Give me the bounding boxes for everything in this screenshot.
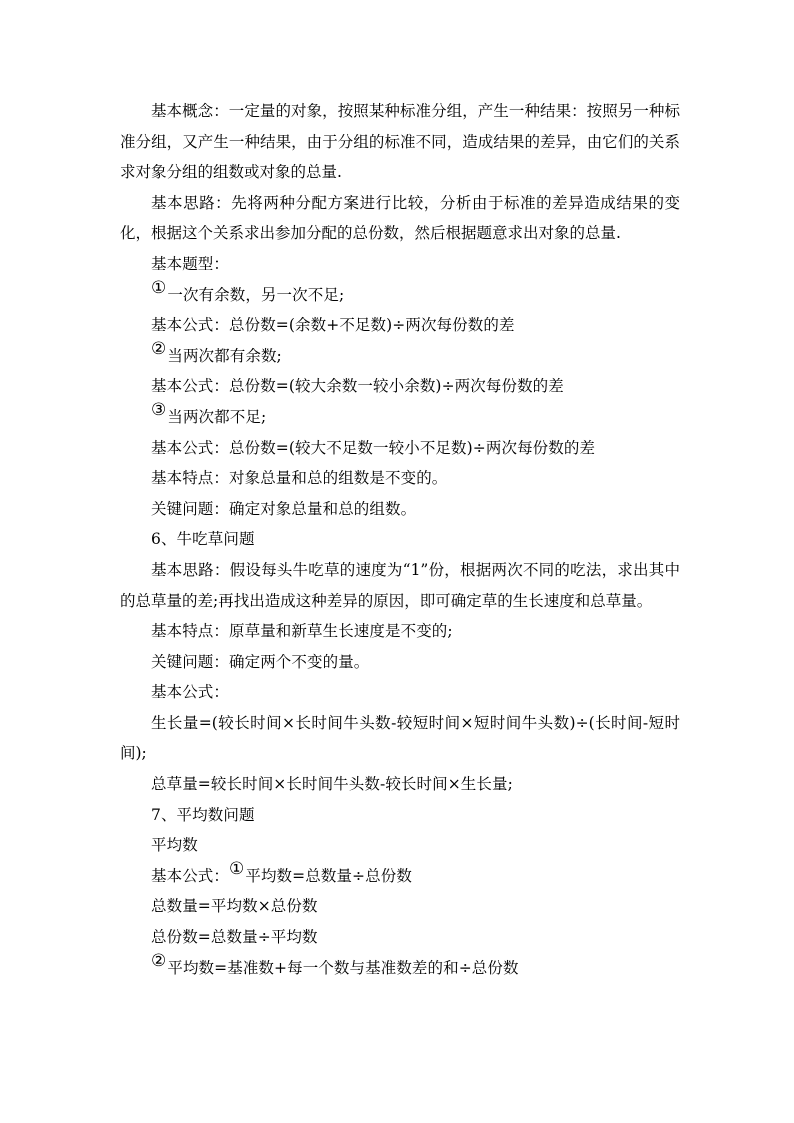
average-formula-two-line (120, 950, 680, 984)
formula-growth-amount: 生长量=(较长时间×长时间牛头数-较短时间×短时间牛头数)÷(长时间-短时间); (120, 713, 680, 763)
formula-total-parts: 总份数=总数量÷平均数 (151, 928, 318, 947)
average-formula-one-text: 平均数=总数量÷总份数 (245, 866, 412, 885)
type-one-text: 一次有余数，另一次不足; (167, 285, 345, 304)
cow-grass-key-problem-line: 关键问题：确定两个不变的量。 (151, 652, 370, 671)
average-formula-label: 基本公式： (151, 866, 230, 885)
basic-types-heading: 基本题型： (151, 254, 230, 273)
type-two-line (120, 338, 680, 372)
formula-type-three: 基本公式：总份数=(较大不足数一较小不足数)÷两次每份数的差 (151, 438, 596, 457)
formula-total-grass: 总草量=较长时间×长时间牛头数-较长时间×生长量; (151, 775, 513, 794)
paragraph-basic-approach: 基本思路：先将两种分配方案进行比较，分析由于标准的差异造成结果的变化，根据这个关系求出参加分配的总份数，然后根据题意求出对象的总量. (120, 193, 680, 243)
average-formula-two-text: 平均数=基准数+每一个数与基准数差的和÷总份数 (167, 958, 519, 977)
type-two-text: 当两次都有余数; (167, 346, 282, 365)
type-three-text: 当两次都不足; (167, 407, 267, 426)
circled-number-three-icon: ③ (151, 399, 167, 420)
key-problem-line: 关键问题：确定对象总量和总的组数。 (151, 499, 417, 518)
average-subheading: 平均数 (151, 836, 198, 855)
type-one-line (120, 277, 680, 311)
section-heading-cow-grass: 6、牛吃草问题 (151, 530, 255, 549)
paragraph-basic-concept: 基本概念：一定量的对象，按照某种标准分组，产生一种结果：按照另一种标准分组，又产生一种结果，由于分组的标准不同，造成结果的差异，由它们的关系求对象分组的组数或对象的总量. (120, 102, 680, 182)
section-heading-average: 7、平均数问题 (151, 805, 255, 824)
cow-grass-formula-heading: 基本公式： (151, 683, 230, 702)
cow-grass-features-line: 基本特点：原草量和新草生长速度是不变的; (151, 622, 453, 641)
circled-number-two-icon: ② (151, 338, 167, 359)
formula-type-one: 基本公式：总份数=(余数+不足数)÷两次每份数的差 (151, 316, 515, 335)
type-three-line (120, 399, 680, 433)
basic-features-line: 基本特点：对象总量和总的组数是不变的。 (151, 469, 448, 488)
circled-number-one-icon: ① (151, 277, 167, 298)
formula-type-two: 基本公式：总份数=(较大余数一较小余数)÷两次每份数的差 (151, 377, 564, 396)
document-body (120, 96, 680, 983)
paragraph-cow-grass-approach: 基本思路：假设每头牛吃草的速度为“1”份，根据两次不同的吃法，求出其中的总草量的差;再找出造成这种差异的原因，即可确定草的生长速度和总草量。 (120, 560, 680, 610)
circled-number-two-icon: ② (151, 950, 167, 971)
formula-total-quantity: 总数量=平均数×总份数 (151, 897, 318, 916)
circled-number-one-icon: ① (229, 858, 245, 879)
average-formula-one-line (120, 858, 680, 892)
